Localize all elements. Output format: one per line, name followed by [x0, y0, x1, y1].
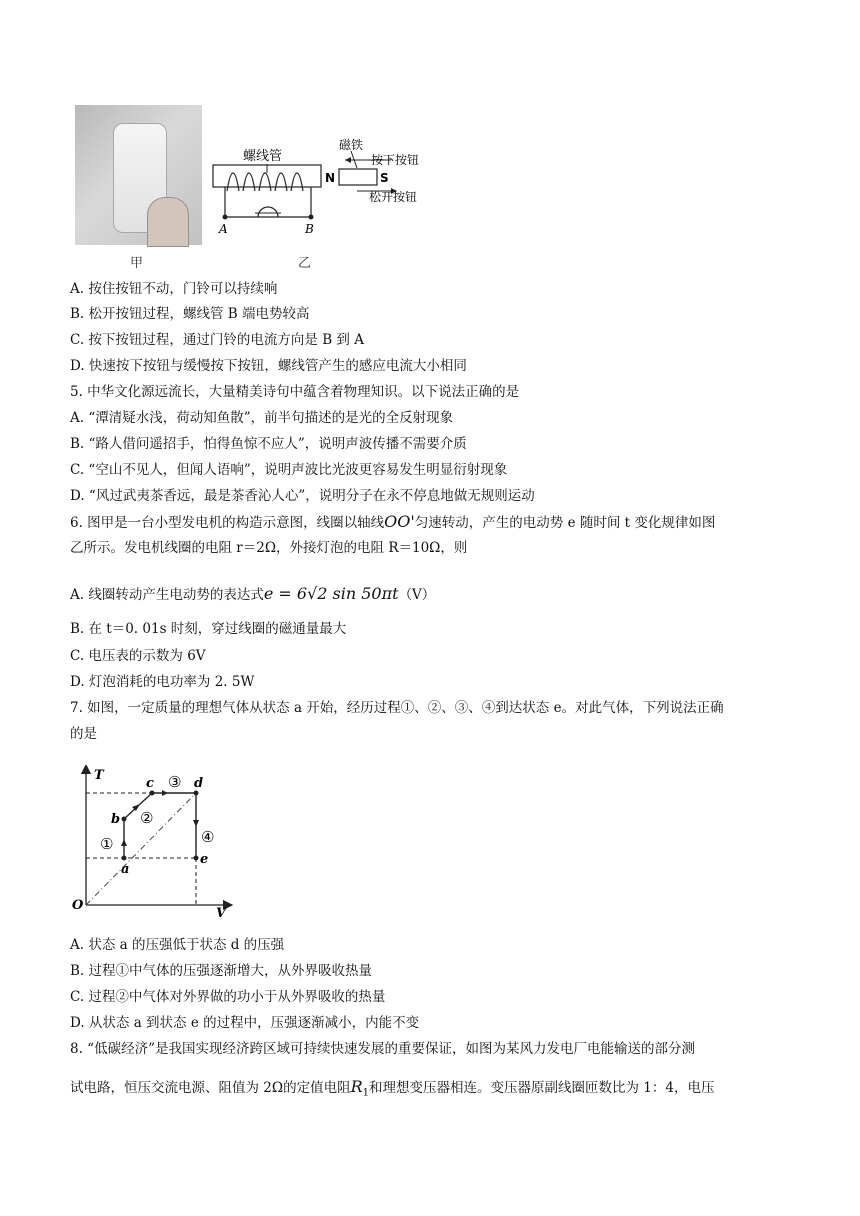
terminal-b-label: B — [305, 222, 314, 236]
magnet-label: 磁铁 — [339, 138, 364, 152]
q7-option-b: B. 过程①中气体的压强逐渐增大，从外界吸收热量 — [70, 963, 373, 979]
q6-option-a — [70, 584, 800, 605]
q7-option-d: D. 从状态 a 到状态 e 的过程中，压强逐渐减小，内能不变 — [70, 1015, 420, 1031]
t-axis-label: T — [94, 768, 104, 783]
q4-option-c: C. 按下按钮过程，通过门铃的电流方向是 B 到 A — [70, 332, 364, 348]
q6-option-d: D. 灯泡消耗的电功率为 2. 5W — [70, 674, 255, 690]
tv-diagram — [70, 765, 240, 925]
v-axis-label: V — [216, 906, 227, 921]
q8-resistor-symbol: R — [350, 1077, 363, 1096]
solenoid-label: 螺线管 — [243, 149, 283, 164]
figure-jia-caption: 甲 — [130, 256, 144, 271]
pole-s-label: S — [380, 171, 389, 185]
point-d-label: d — [194, 776, 204, 791]
point-e-label: e — [200, 852, 209, 867]
q6-option-a-unit: （V） — [398, 587, 436, 603]
q8-stem-part2: 和理想变压器相连。变压器原副线圈匝数比为 1：4，电压 — [369, 1080, 715, 1096]
figure-yi-caption: 乙 — [298, 256, 312, 271]
magnet-bar — [339, 169, 377, 185]
q6-axis-symbol: OO' — [384, 512, 415, 531]
q5-option-d: D. “风过武夷茶香远，最是茶香沁人心”，说明分子在永不停息地做无规则运动 — [70, 488, 535, 504]
release-button-label: 松开按钮 — [369, 190, 418, 204]
press-button-label: 按下按钮 — [371, 153, 420, 167]
q8-stem-line1: 8. “低碳经济”是我国实现经济跨区域可持续快速发展的重要保证，如图为某风力发电厂电能输送的部分测 — [70, 1041, 695, 1057]
q7-stem-line2: 的是 — [70, 726, 97, 742]
origin-label: O — [72, 898, 84, 913]
q6-stem-part1: 6. 图甲是一台小型发电机的构造示意图，线圈以轴线 — [70, 515, 385, 531]
q4-option-d: D. 快速按下按钮与缓慢按下按钮，螺线管产生的感应电流大小相同 — [70, 358, 467, 374]
doorbell-photo — [75, 105, 202, 245]
point-c-label: c — [146, 776, 154, 791]
point-a-label: a — [121, 862, 130, 877]
q6-option-a-prefix: A. 线圈转动产生电动势的表达式 — [70, 587, 264, 603]
q6-stem-part2: 匀速转动，产生的电动势 e 随时间 t 变化规律如图 — [414, 515, 716, 531]
solenoid-circuit-diagram — [205, 135, 455, 270]
q5-option-b: B. “路人借问遥招手，怕得鱼惊不应人”，说明声波传播不需要介质 — [70, 436, 467, 452]
q6-stem-line2: 乙所示。发电机线圈的电阻 r＝2Ω，外接灯泡的电阻 R＝10Ω，则 — [70, 540, 468, 556]
doorbell-symbol — [258, 207, 278, 217]
q6-option-c: C. 电压表的示数为 6V — [70, 648, 206, 664]
q5-option-c: C. “空山不见人，但闻人语响”，说明声波比光波更容易发生明显衍射现象 — [70, 462, 508, 478]
q8-stem-part1: 试电路，恒压交流电源、阻值为 2Ω的定值电阻 — [70, 1080, 351, 1096]
q8-resistor-subscript: 1 — [362, 1087, 369, 1099]
terminal-a-label: A — [219, 222, 228, 236]
finger-image — [147, 197, 189, 247]
q4-option-a: A. 按住按钮不动，门铃可以持续响 — [70, 281, 278, 297]
q7-stem-line1: 7. 如图，一定质量的理想气体从状态 a 开始，经历过程①、②、③、④到达状态 e。对此气体，下列说法正确 — [70, 700, 724, 716]
process-3-label: ③ — [168, 773, 182, 791]
q7-option-a: A. 状态 a 的压强低于状态 d 的压强 — [70, 937, 285, 953]
process-4-label: ④ — [201, 828, 215, 846]
q5-stem: 5. 中华文化源远流长，大量精美诗句中蕴含着物理知识。以下说法正确的是 — [70, 384, 520, 400]
q8-stem-line2 — [70, 1077, 800, 1104]
point-b-label: b — [111, 812, 121, 827]
q6-emf-formula: e = 6√2 sin 50πt — [263, 584, 399, 603]
q6-option-b: B. 在 t＝0. 01s 时刻，穿过线圈的磁通量最大 — [70, 621, 347, 637]
pole-n-label: N — [325, 171, 336, 185]
process-2-label: ② — [140, 809, 154, 827]
q5-option-a: A. “潭清疑水浅，荷动知鱼散”，前半句描述的是光的全反射现象 — [70, 410, 454, 426]
q6-stem-line1 — [70, 512, 800, 533]
coil-windings — [227, 173, 303, 191]
process-1-label: ① — [100, 835, 114, 853]
q4-option-b: B. 松开按钮过程，螺线管 B 端电势较高 — [70, 306, 310, 322]
q7-option-c: C. 过程②中气体对外界做的功小于从外界吸收的热量 — [70, 989, 386, 1005]
